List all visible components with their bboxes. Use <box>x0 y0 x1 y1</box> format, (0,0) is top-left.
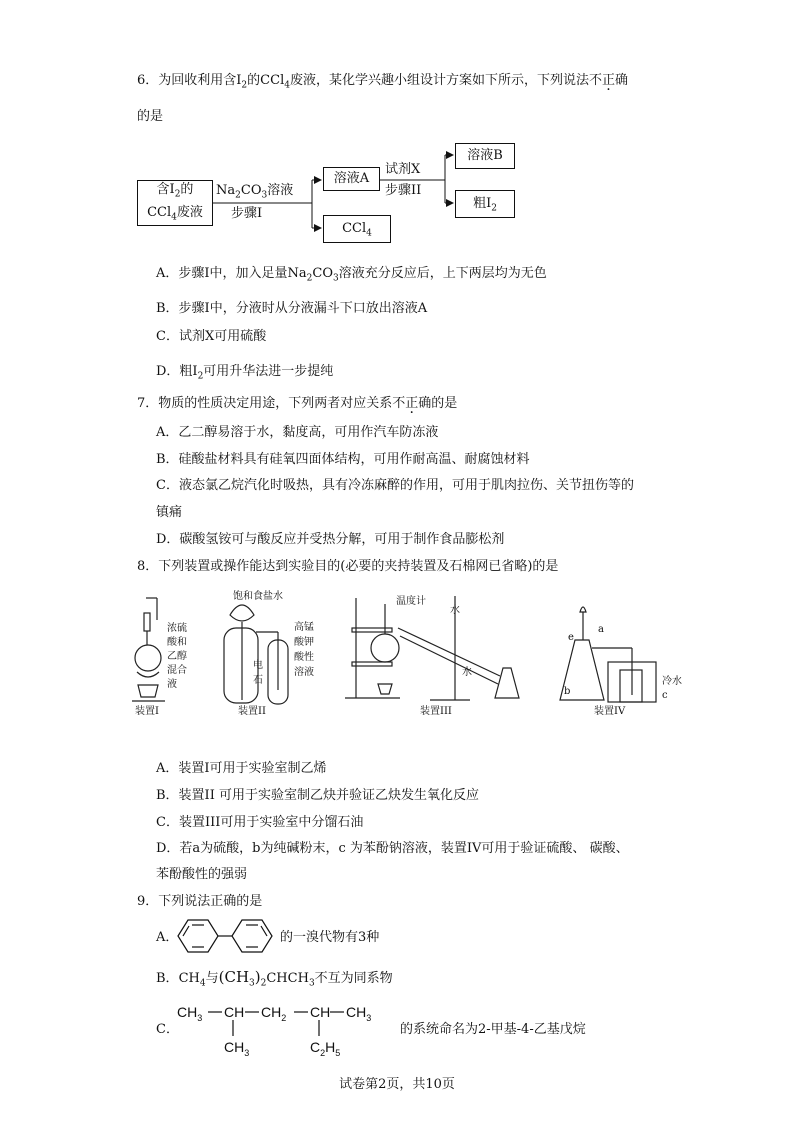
q6-stem: 6．为回收利用含$I_2$的CCl$_4$废液，某化学兴趣小组设计方案如下所示，下列说法不正确 <box>137 73 628 91</box>
q8-option-d-cont: 苯酚酸性的强弱 <box>156 867 248 882</box>
app3-water-in: 水 <box>450 605 460 616</box>
app2-r4: 溶液 <box>294 667 314 678</box>
flow-step1: 步骤I <box>231 206 263 221</box>
q7-option-c-cont: 镇痛 <box>156 505 183 520</box>
flow-ccl4-box: CCl$_4$ <box>323 215 391 243</box>
q7-option-b: B．硅酸盐材料具有硅氧四面体结构，可用作耐高温、耐腐蚀材料 <box>156 452 530 467</box>
app1-text-2: 酸和 <box>167 637 187 648</box>
app4-cold: 冷水 <box>662 676 682 687</box>
app1-text-1: 浓硫 <box>167 623 187 634</box>
q6-stem-cont: 的是 <box>137 109 164 124</box>
app2-s2: 石 <box>253 675 263 686</box>
flow-step2: 步骤II <box>385 183 422 198</box>
q8-option-d: D．若a为硫酸，b为纯碱粉末，c 为苯酚钠溶液，装置IV可用于验证硫酸、 碳酸、 <box>156 841 629 856</box>
app4-b: b <box>564 686 571 697</box>
flow-reagent1: $Na_2CO_3$溶液 <box>216 183 294 201</box>
app1-text-4: 混合 <box>167 665 187 676</box>
app3-thermometer-label: 温度计 <box>396 596 426 607</box>
q7-option-a: A．乙二醇易溶于水，黏度高，可用作汽车防冻液 <box>156 425 439 440</box>
q9-option-a-prefix: A． <box>156 930 179 945</box>
q8-stem: 8．下列装置或操作能达到实验目的(必要的夹持装置及石棉网已省略)的是 <box>137 559 559 574</box>
q7-emphasis: 不正确 <box>392 396 432 411</box>
flow-solA-box: 溶液A <box>323 167 380 191</box>
app4-e: e <box>568 632 574 643</box>
page-footer: 试卷第2页，共10页 <box>339 1077 455 1092</box>
q6-emphasis: 不正确 <box>588 73 628 88</box>
app2-top-label: 饱和食盐水 <box>233 591 283 602</box>
app1-text-5: 液 <box>167 679 177 690</box>
q8-option-b: B．装置II 可用于实验室制乙炔并验证乙炔发生氧化反应 <box>156 788 479 803</box>
app4-a: a <box>598 624 604 635</box>
flow-crude-box: 粗$I_2$ <box>455 190 515 218</box>
q9-option-a: 的一溴代物有3种 <box>280 930 380 945</box>
app2-r3: 酸性 <box>294 652 314 663</box>
app2-label: 装置II <box>238 706 266 717</box>
flow-start-box: 含$I_2$的 CCl$_4$废液 <box>137 180 213 226</box>
app2-r1: 高锰 <box>294 622 314 633</box>
q8-option-c: C．装置III可用于实验室中分馏石油 <box>156 815 364 830</box>
q7-option-d: D．碳酸氢铵可与酸反应并受热分解，可用于制作食品膨松剂 <box>156 532 505 547</box>
q7-stem: 7．物质的性质决定用途，下列两者对应关系不正确的是 <box>137 396 458 411</box>
flow-reagentX: 试剂X <box>385 162 421 177</box>
app1-text-3: 乙醇 <box>167 651 187 662</box>
app4-label: 装置IV <box>594 706 626 717</box>
q9-option-c-prefix: C． <box>156 1022 179 1037</box>
q8-option-a: A．装置I可用于实验室制乙烯 <box>156 761 327 776</box>
app2-r2: 酸钾 <box>294 637 314 648</box>
q6-option-a: A．步骤I中，加入足量$Na_2CO_3$溶液充分反应后，上下两层均为无色 <box>156 266 547 284</box>
app3-water-out: 水 <box>462 667 472 678</box>
app4-c: c <box>662 690 668 701</box>
q7-option-c: C．液态氯乙烷汽化时吸热，具有冷冻麻醉的作用，可用于肌肉拉伤、关节扭伤等的 <box>156 478 634 493</box>
q9-stem: 9．下列说法正确的是 <box>137 894 263 909</box>
app2-s1: 电 <box>253 660 263 671</box>
flow-solB-box: 溶液B <box>455 143 515 169</box>
app3-label: 装置III <box>420 706 452 717</box>
q6-option-c: C．试剂X可用硫酸 <box>156 329 267 344</box>
q6-option-d: D．粗$I_2$可用升华法进一步提纯 <box>156 364 334 382</box>
q9-option-c: 的系统命名为2-甲基-4-乙基戊烷 <box>400 1022 586 1037</box>
app1-label: 装置I <box>135 706 159 717</box>
q9-option-b: B．$CH_4$与$(CH_3)_2CHCH_3$不互为同系物 <box>156 968 393 989</box>
q6-option-b: B．步骤I中，分液时从分液漏斗下口放出溶液A <box>156 301 428 316</box>
